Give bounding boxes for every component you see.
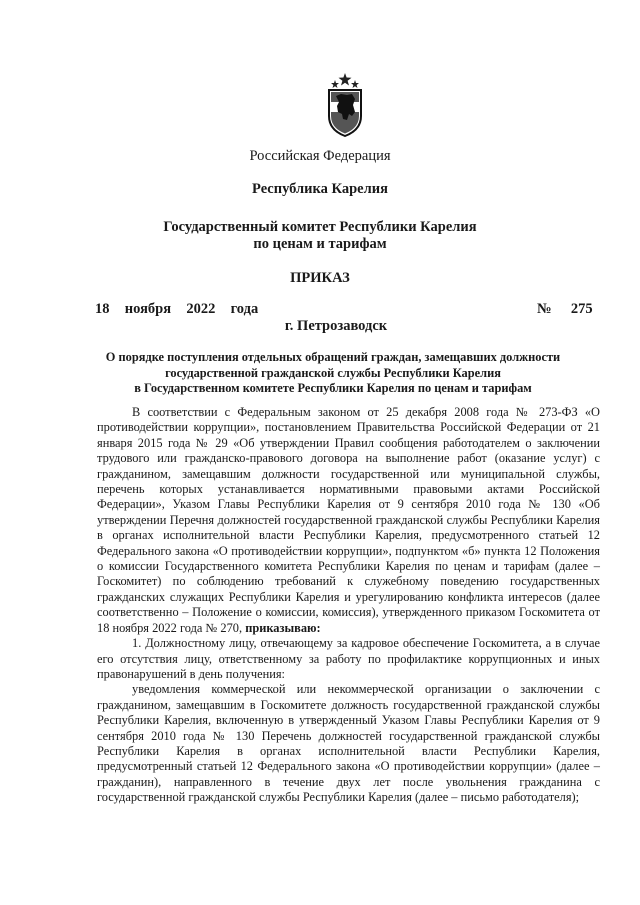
clause-1-subparagraph: уведомления коммерческой или некоммерческой организации о заключении с гражданином, замещавшим в Госкомитете должность государственной гражданской службы Республики Карелия, включенную в утвержденный Указом Главы Республики Карелия от 9 сентября 2010 года № 130 Перечень должностей государственной гражданской службы Республики Карелия в органах исполнительной власти Республики Карелия, предусмотренный статьей 12 Федерального закона «О противодействии коррупции» (далее – гражданин), направленного в течение двух лет после увольнения гражданина с государственной гражданской службы Республики Карелия (далее – письмо работодателя); — [97, 682, 600, 805]
country-heading: Российская Федерация — [249, 148, 391, 164]
committee-line-2: по ценам и тарифам — [253, 236, 387, 252]
clause-1-paragraph: 1. Должностному лицу, отвечающему за кадровое обеспечение Госкомитета, а в случае его отсутствия лицу, ответственному за работу по профилактике коррупционных и иных правонарушений в день получения: — [97, 636, 600, 681]
order-body — [97, 405, 600, 806]
committee-line-1: Государственный комитет Республики Карелия — [163, 219, 477, 235]
document-type-heading: ПРИКАЗ — [290, 270, 350, 286]
order-date: 18 ноября 2022 года — [95, 301, 259, 317]
order-number: № 275 — [537, 301, 593, 317]
committee-heading — [0, 219, 640, 253]
city-label: г. Петрозаводск — [284, 318, 388, 334]
preamble-paragraph — [97, 405, 600, 636]
order-title — [100, 350, 566, 397]
karelia-coat-of-arms-icon — [325, 72, 365, 138]
title-line-2: государственной гражданской службы Республики Карелия — [165, 365, 501, 380]
title-line-3: в Государственном комитете Республики Карелия по ценам и тарифам — [134, 381, 532, 395]
republic-heading: Республика Карелия — [252, 181, 388, 197]
title-line-1: О порядке поступления отдельных обращений граждан, замещавших должности — [105, 350, 561, 364]
preamble-text: В соответствии с Федеральным законом от 25 декабря 2008 года № 273-ФЗ «О противодействии коррупции», постановлением Правительства Российской Федерации от 21 января 2015 года № 29 «Об утверждении Правил сообщения работодателем о заключении трудового или гражданско-правового договора на выполнение работ (оказание услуг) с гражданином, замещавшим должности государственной или муниципальной службы, перечень которых устанавливается нормативными правовыми актами Российской Федерации», Указом Главы Республики Карелия от 9 сентября 2010 года № 130 «Об утверждении Перечня должностей государственной гражданской службы Республики Карелия в органах исполнительной власти Республики Карелия, предусмотренного статьей 12 Федерального закона «О противодействии коррупции», подпунктом «б» пункта 12 Положения о комиссии Государственного комитета Республики Карелия по ценам и тарифам (далее – Госкомитет) по соблюдению требований к служебному поведению государственных гражданских служащих Республики Карелия и урегулированию конфликта интересов (далее соответственно – Положение о комиссии, комиссия), утвержденного приказом Госкомитета от 18 ноября 2022 года № 270, — [97, 405, 600, 635]
order-directive: приказываю: — [245, 620, 321, 635]
